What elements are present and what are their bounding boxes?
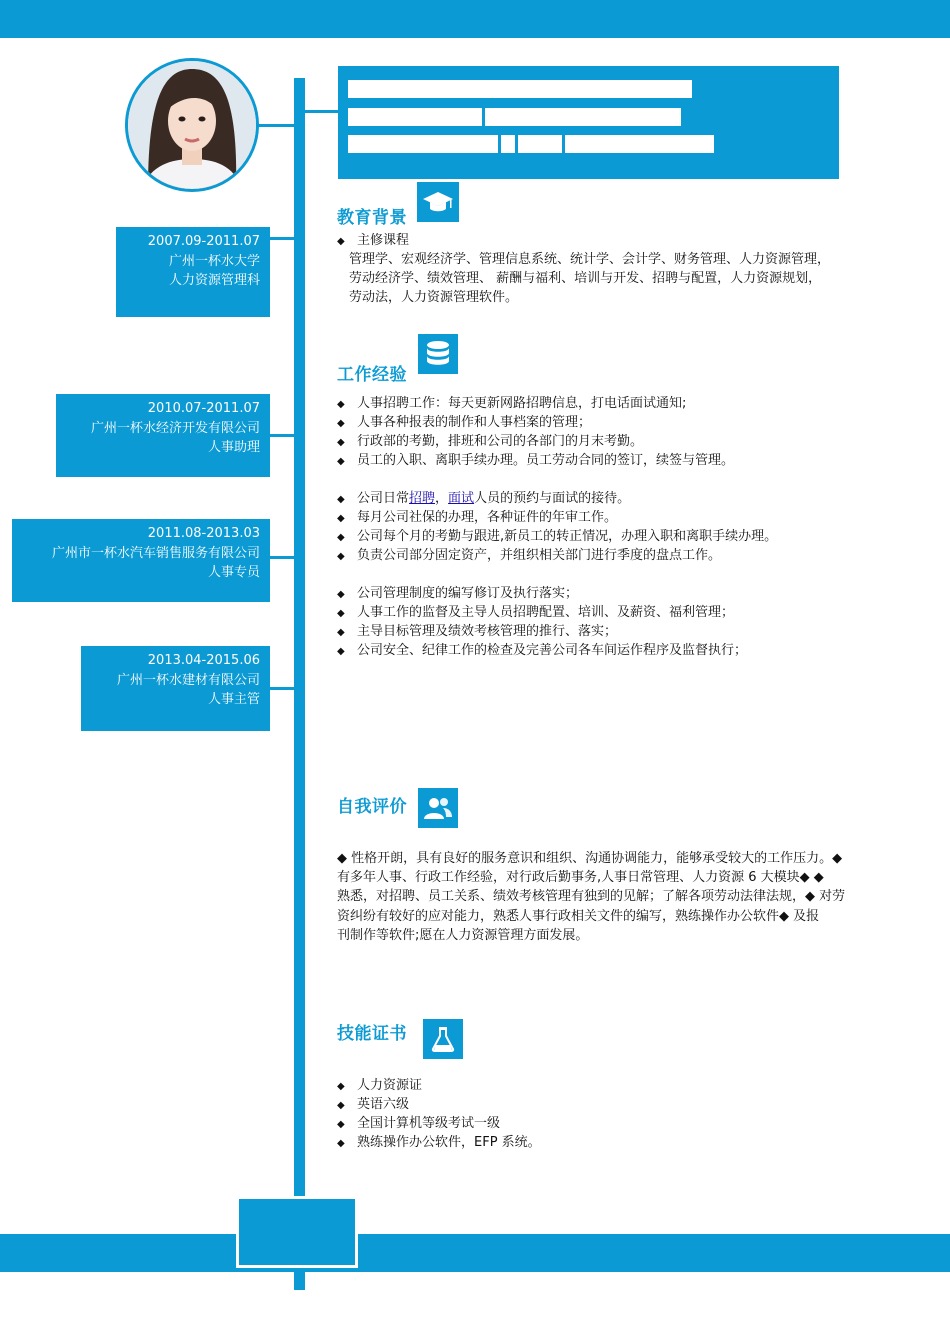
- list-item: ◆ 人力资源证: [337, 1076, 422, 1096]
- timeline-org: 广州一杯水大学: [168, 253, 260, 269]
- self-eval-line: 熟悉，对招聘、员工关系、绩效考核管理有独到的见解；了解各项劳动法律法规，◆ 对劳: [337, 889, 846, 905]
- list-item: ◆ 公司每个月的考勤与跟进,新员工的转正情况，办理入职和离职手续办理。: [337, 527, 777, 547]
- timeline-connector: [268, 556, 296, 559]
- top-banner: [0, 0, 950, 38]
- self-eval-line: 刊制作等软件;愿在人力资源管理方面发展。: [337, 927, 589, 943]
- bullet-icon: ◆: [337, 532, 345, 543]
- list-item: ◆ 每月公司社保的办理，各种证件的年审工作。: [337, 508, 617, 528]
- avatar-connector: [256, 124, 296, 127]
- timeline-period: 2007.09-2011.07: [147, 234, 260, 249]
- list-item: ◆ 全国计算机等级考试一级: [337, 1114, 500, 1134]
- bottom-banner: [0, 1234, 950, 1272]
- list-item: ◆ 主导目标管理及绩效考核管理的推行、落实；: [337, 622, 617, 642]
- redacted-contact-bar: [501, 135, 515, 153]
- timeline-box-4: [81, 646, 270, 731]
- bullet-icon: ◆: [337, 437, 345, 448]
- list-item: ◆ 人事各种报表的制作和人事档案的管理；: [337, 413, 591, 433]
- timeline-period: 2010.07-2011.07: [147, 401, 260, 416]
- bullet-icon: ◆: [337, 646, 345, 657]
- timeline-period: 2011.08-2013.03: [147, 526, 260, 541]
- avatar: [125, 58, 259, 192]
- list-item: ◆ 主修课程: [337, 231, 409, 251]
- timeline-connector: [268, 434, 296, 437]
- redacted-contact-bar: [348, 135, 498, 153]
- list-item: ◆ 熟练操作办公软件，EFP 系统。: [337, 1133, 541, 1153]
- list-item: ◆ 人事工作的监督及主导人员招聘配置、培训、及薪资、福利管理；: [337, 603, 734, 623]
- timeline-org: 广州市一杯水汽车销售服务有限公司: [51, 545, 260, 561]
- bullet-icon: ◆: [337, 1119, 345, 1130]
- recruit-link[interactable]: 招聘: [409, 491, 436, 506]
- skills-title: 技能证书: [337, 1024, 407, 1044]
- timeline-connector: [268, 687, 296, 690]
- bullet-icon: ◆: [337, 627, 345, 638]
- bullet-icon: ◆: [337, 589, 345, 600]
- header-box: [338, 66, 839, 179]
- timeline-connector: [268, 237, 296, 240]
- list-item: ◆ 公司管理制度的编写修订及执行落实；: [337, 584, 578, 604]
- bullet-icon: ◆: [337, 236, 345, 247]
- self-eval-line: ◆ 性格开朗，具有良好的服务意识和组织、沟通协调能力，能够承受较大的工作压力。◆: [337, 851, 843, 866]
- bullet-icon: ◆: [337, 551, 345, 562]
- timeline-role: 人事主管: [207, 692, 260, 707]
- bullet-icon: ◆: [337, 456, 345, 467]
- education-title: 教育背景: [337, 208, 407, 228]
- timeline-box-2: [56, 394, 270, 477]
- bullet-icon: ◆: [337, 1081, 345, 1092]
- portrait-image: [128, 61, 256, 189]
- course-line: 劳动法，人力资源管理软件。: [349, 290, 519, 305]
- header-connector: [302, 110, 340, 113]
- timeline-role: 人事专员: [207, 565, 260, 580]
- bottom-decor-box: [236, 1196, 358, 1268]
- list-item: ◆ 公司日常招聘，面试人员的预约与面试的接待。: [337, 489, 630, 509]
- timeline-box-3: [12, 519, 270, 602]
- timeline-role: 人事助理: [207, 440, 260, 455]
- bullet-icon: ◆: [337, 608, 345, 619]
- timeline-org: 广州一杯水建材有限公司: [116, 672, 260, 688]
- list-item: ◆ 公司安全、纪律工作的检查及完善公司各车间运作程序及监督执行；: [337, 641, 747, 661]
- bullet-icon: ◆: [337, 418, 345, 429]
- bullet-icon: ◆: [337, 1138, 345, 1149]
- timeline-spine: [294, 78, 305, 1290]
- bullet-icon: ◆: [337, 1100, 345, 1111]
- redacted-name-bar: [348, 80, 692, 98]
- list-item: ◆ 负责公司部分固定资产，并组织相关部门进行季度的盘点工作。: [337, 546, 721, 566]
- timeline-role: 人力资源管理科: [168, 273, 260, 288]
- course-line: 管理学、宏观经济学、管理信息系统、统计学、会计学、财务管理、人力资源管理，: [349, 252, 831, 267]
- users-icon: [418, 788, 458, 828]
- timeline-org: 广州一杯水经济开发有限公司: [90, 420, 260, 436]
- flask-icon: [423, 1019, 463, 1059]
- list-item: ◆ 人事招聘工作：每天更新网路招聘信息，打电话面试通知;: [337, 394, 686, 414]
- interview-link[interactable]: 面试: [448, 491, 475, 506]
- self-eval-line: 资纠纷有较好的应对能力，熟悉人事行政相关文件的编写，熟练操作办公软件◆ 及报: [337, 908, 820, 924]
- self-eval-text: [337, 849, 882, 945]
- bullet-icon: ◆: [337, 399, 345, 410]
- self-eval-line: 有多年人事、行政工作经验，对行政后勤事务,人事日常管理、人力资源 6 大模块◆ ◆: [337, 870, 824, 886]
- list-item: ◆ 行政部的考勤，排班和公司的各部门的月末考勤。: [337, 432, 643, 452]
- list-item: ◆ 员工的入职、离职手续办理。员工劳动合同的签订，续签与管理。: [337, 451, 734, 471]
- bullet-icon: ◆: [337, 494, 345, 505]
- bullet-icon: ◆: [337, 513, 345, 524]
- database-icon: [418, 334, 458, 374]
- course-line: 劳动经济学、绩效管理、 薪酬与福利、培训与开发、招聘与配置，人力资源规划，: [349, 271, 822, 286]
- self-eval-title: 自我评价: [337, 797, 407, 817]
- redacted-contact-bar: [518, 135, 562, 153]
- timeline-box-1: [116, 227, 270, 317]
- work-title: 工作经验: [337, 365, 407, 385]
- redacted-info-bar: [348, 108, 482, 126]
- timeline-period: 2013.04-2015.06: [147, 653, 260, 668]
- list-item: ◆ 英语六级: [337, 1095, 409, 1115]
- redacted-info-bar: [485, 108, 681, 126]
- graduation-cap-icon: [417, 182, 459, 222]
- redacted-contact-bar: [565, 135, 714, 153]
